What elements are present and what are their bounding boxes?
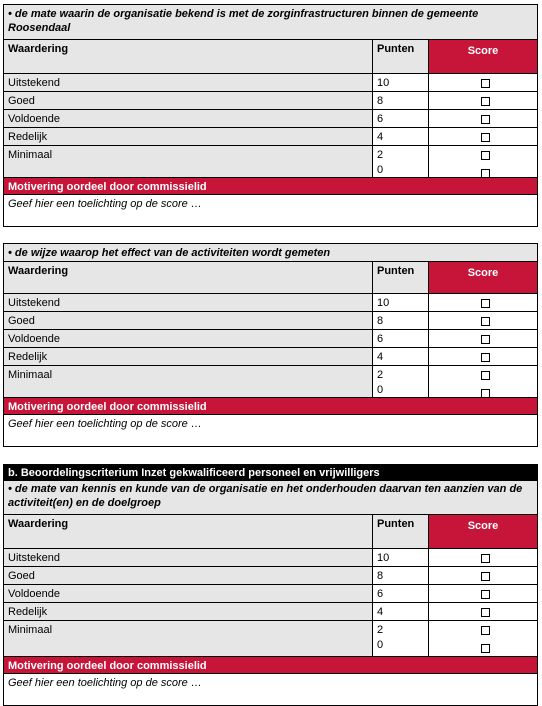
score-checkbox[interactable]	[481, 554, 490, 563]
rating-row	[4, 127, 537, 145]
rating-label: Voldoende	[4, 110, 372, 127]
motivation-header	[4, 397, 537, 414]
score-checkbox[interactable]	[481, 79, 490, 88]
criteria-table-1	[3, 4, 538, 227]
rating-row	[4, 566, 537, 584]
rating-points: 6	[372, 330, 428, 347]
motivation-field[interactable]	[4, 194, 537, 226]
motivation-header	[4, 177, 537, 194]
score-checkbox-cell	[428, 146, 537, 177]
rating-label: Goed	[4, 312, 372, 329]
criterion-row	[4, 481, 537, 514]
score-checkbox[interactable]	[481, 151, 490, 160]
rating-points: 8	[372, 92, 428, 109]
rating-label: Redelijk	[4, 603, 372, 620]
rating-row	[4, 347, 537, 365]
rating-label: Goed	[4, 567, 372, 584]
score-checkbox-cell	[428, 294, 537, 311]
rating-label: Uitstekend	[4, 74, 372, 91]
rating-row	[4, 548, 537, 566]
col-score-header: Score	[428, 262, 537, 293]
col-punten-header: Punten	[372, 515, 428, 548]
score-checkbox-cell	[428, 366, 537, 397]
criterion-row	[4, 244, 537, 261]
rating-points: 6	[372, 585, 428, 602]
rating-row	[4, 365, 537, 397]
rating-label: Minimaal	[4, 146, 372, 177]
score-checkbox[interactable]	[481, 299, 490, 308]
criterion-text: • de wijze waarop het effect van de activiteiten wordt gemeten	[8, 247, 331, 259]
col-score-header: Score	[428, 515, 537, 548]
score-checkbox-cell	[428, 621, 537, 656]
score-checkbox[interactable]	[481, 572, 490, 581]
header-row	[4, 514, 537, 548]
rating-row	[4, 145, 537, 177]
col-waardering-header: Waardering	[8, 43, 69, 55]
rating-label: Minimaal	[4, 366, 372, 397]
header-row	[4, 39, 537, 73]
rating-row	[4, 293, 537, 311]
score-checkbox[interactable]	[481, 371, 490, 380]
criterion-text: • de mate van kennis en kunde van de organisatie en het onderhouden daarvan ten aanzien van de activiteit(en) en de doelgroep	[8, 483, 523, 509]
motivation-field[interactable]	[4, 414, 537, 446]
score-checkbox-cell	[428, 128, 537, 145]
score-checkbox-cell	[428, 348, 537, 365]
col-waardering-header: Waardering	[8, 265, 69, 277]
rating-label: Goed	[4, 92, 372, 109]
criteria-table-3	[3, 464, 538, 706]
score-checkbox-cell	[428, 312, 537, 329]
motivation-header-text: Motivering oordeel door commissielid	[8, 181, 207, 193]
header-row	[4, 261, 537, 293]
motivation-placeholder[interactable]: Geef hier een toelichting op de score …	[8, 418, 202, 430]
rating-points: 10	[372, 74, 428, 91]
score-checkbox-cell	[428, 603, 537, 620]
col-punten-header: Punten	[372, 40, 428, 73]
score-checkbox-cell	[428, 549, 537, 566]
motivation-header-text: Motivering oordeel door commissielid	[8, 660, 207, 672]
motivation-header	[4, 656, 537, 673]
rating-row	[4, 584, 537, 602]
rating-row	[4, 602, 537, 620]
score-checkbox-cell	[428, 567, 537, 584]
rating-label: Redelijk	[4, 128, 372, 145]
rating-label: Minimaal	[4, 621, 372, 656]
rating-row	[4, 311, 537, 329]
rating-label: Redelijk	[4, 348, 372, 365]
score-checkbox[interactable]	[481, 644, 490, 653]
score-checkbox-cell	[428, 330, 537, 347]
rating-points: 4	[372, 603, 428, 620]
rating-label: Uitstekend	[4, 549, 372, 566]
score-checkbox[interactable]	[481, 608, 490, 617]
rating-row	[4, 329, 537, 347]
rating-label: Uitstekend	[4, 294, 372, 311]
motivation-header-text: Motivering oordeel door commissielid	[8, 401, 207, 413]
rating-points: 2 0	[372, 146, 428, 177]
rating-row	[4, 109, 537, 127]
rating-label: Voldoende	[4, 330, 372, 347]
rating-points: 2 0	[372, 621, 428, 656]
score-checkbox[interactable]	[481, 97, 490, 106]
motivation-placeholder[interactable]: Geef hier een toelichting op de score …	[8, 198, 202, 210]
rating-points: 8	[372, 567, 428, 584]
score-checkbox[interactable]	[481, 133, 490, 142]
score-checkbox[interactable]	[481, 317, 490, 326]
score-checkbox[interactable]	[481, 590, 490, 599]
motivation-placeholder[interactable]: Geef hier een toelichting op de score …	[8, 677, 202, 689]
rating-points: 2 0	[372, 366, 428, 397]
rating-points: 10	[372, 294, 428, 311]
rating-row	[4, 620, 537, 656]
rating-points: 4	[372, 128, 428, 145]
rating-label: Voldoende	[4, 585, 372, 602]
score-checkbox-cell	[428, 74, 537, 91]
col-punten-header: Punten	[372, 262, 428, 293]
score-checkbox[interactable]	[481, 335, 490, 344]
criterion-text: • de mate waarin de organisatie bekend is met de zorginfrastructuren binnen de gemeente Roosendaal	[8, 8, 479, 34]
rating-row	[4, 91, 537, 109]
rating-points: 4	[372, 348, 428, 365]
score-checkbox-cell	[428, 92, 537, 109]
rating-points-alt: 0	[377, 384, 384, 396]
rating-points-alt: 0	[377, 639, 384, 651]
rating-points: 8	[372, 312, 428, 329]
criteria-table-2	[3, 243, 538, 447]
score-checkbox[interactable]	[481, 115, 490, 124]
score-checkbox[interactable]	[481, 626, 490, 635]
rating-points-alt: 0	[377, 164, 384, 176]
motivation-field[interactable]	[4, 673, 537, 705]
score-checkbox[interactable]	[481, 353, 490, 362]
rating-row	[4, 73, 537, 91]
section-heading-text: b. Beoordelingscriterium Inzet gekwalificeerd personeel en vrijwilligers	[8, 467, 380, 479]
score-checkbox-cell	[428, 110, 537, 127]
criterion-row	[4, 5, 537, 39]
rating-points: 6	[372, 110, 428, 127]
section-heading	[4, 465, 537, 481]
col-score-header: Score	[428, 40, 537, 73]
col-waardering-header: Waardering	[8, 518, 69, 530]
rating-points: 10	[372, 549, 428, 566]
score-checkbox-cell	[428, 585, 537, 602]
